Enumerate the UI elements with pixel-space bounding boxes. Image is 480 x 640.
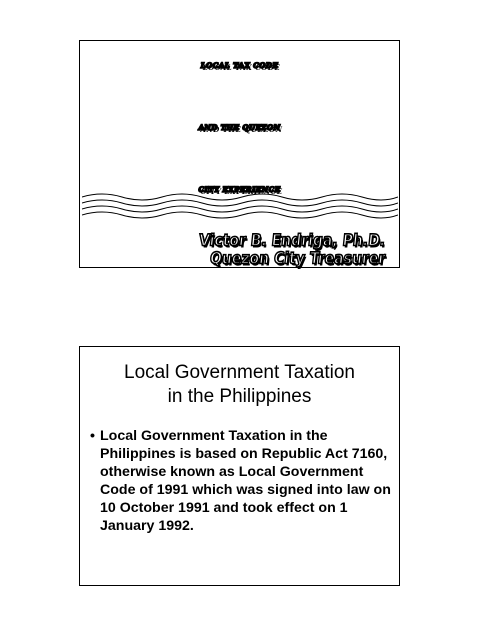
title-line-3: CITY EXPERIENCE xyxy=(198,185,281,194)
author-role: Quezon City Treasurer xyxy=(208,249,386,269)
bullet-text: Local Government Taxation in the Philippines is based on Republic Act 7160, otherwise known as Local Government Code of 1991 which was signed into law on 10 October 1991 and took effect on 1 January 1992. xyxy=(100,428,391,534)
slide-title-line-1: Local Government Taxation xyxy=(124,362,355,383)
title-line-2: AND THE QUEZON xyxy=(198,123,281,132)
list-item xyxy=(90,427,395,535)
bullet-list xyxy=(90,427,395,535)
title-line-1: LOCAL TAX CODE xyxy=(200,61,279,70)
slide-title-line-2: in the Philippines xyxy=(167,386,312,407)
bullet-icon: • xyxy=(90,428,95,444)
slide-title xyxy=(80,361,399,409)
title-slide xyxy=(79,40,400,268)
wave-decoration xyxy=(82,189,398,223)
content-slide xyxy=(79,346,400,586)
author-name: Victor B. Endriga, Ph.D. xyxy=(197,231,386,251)
